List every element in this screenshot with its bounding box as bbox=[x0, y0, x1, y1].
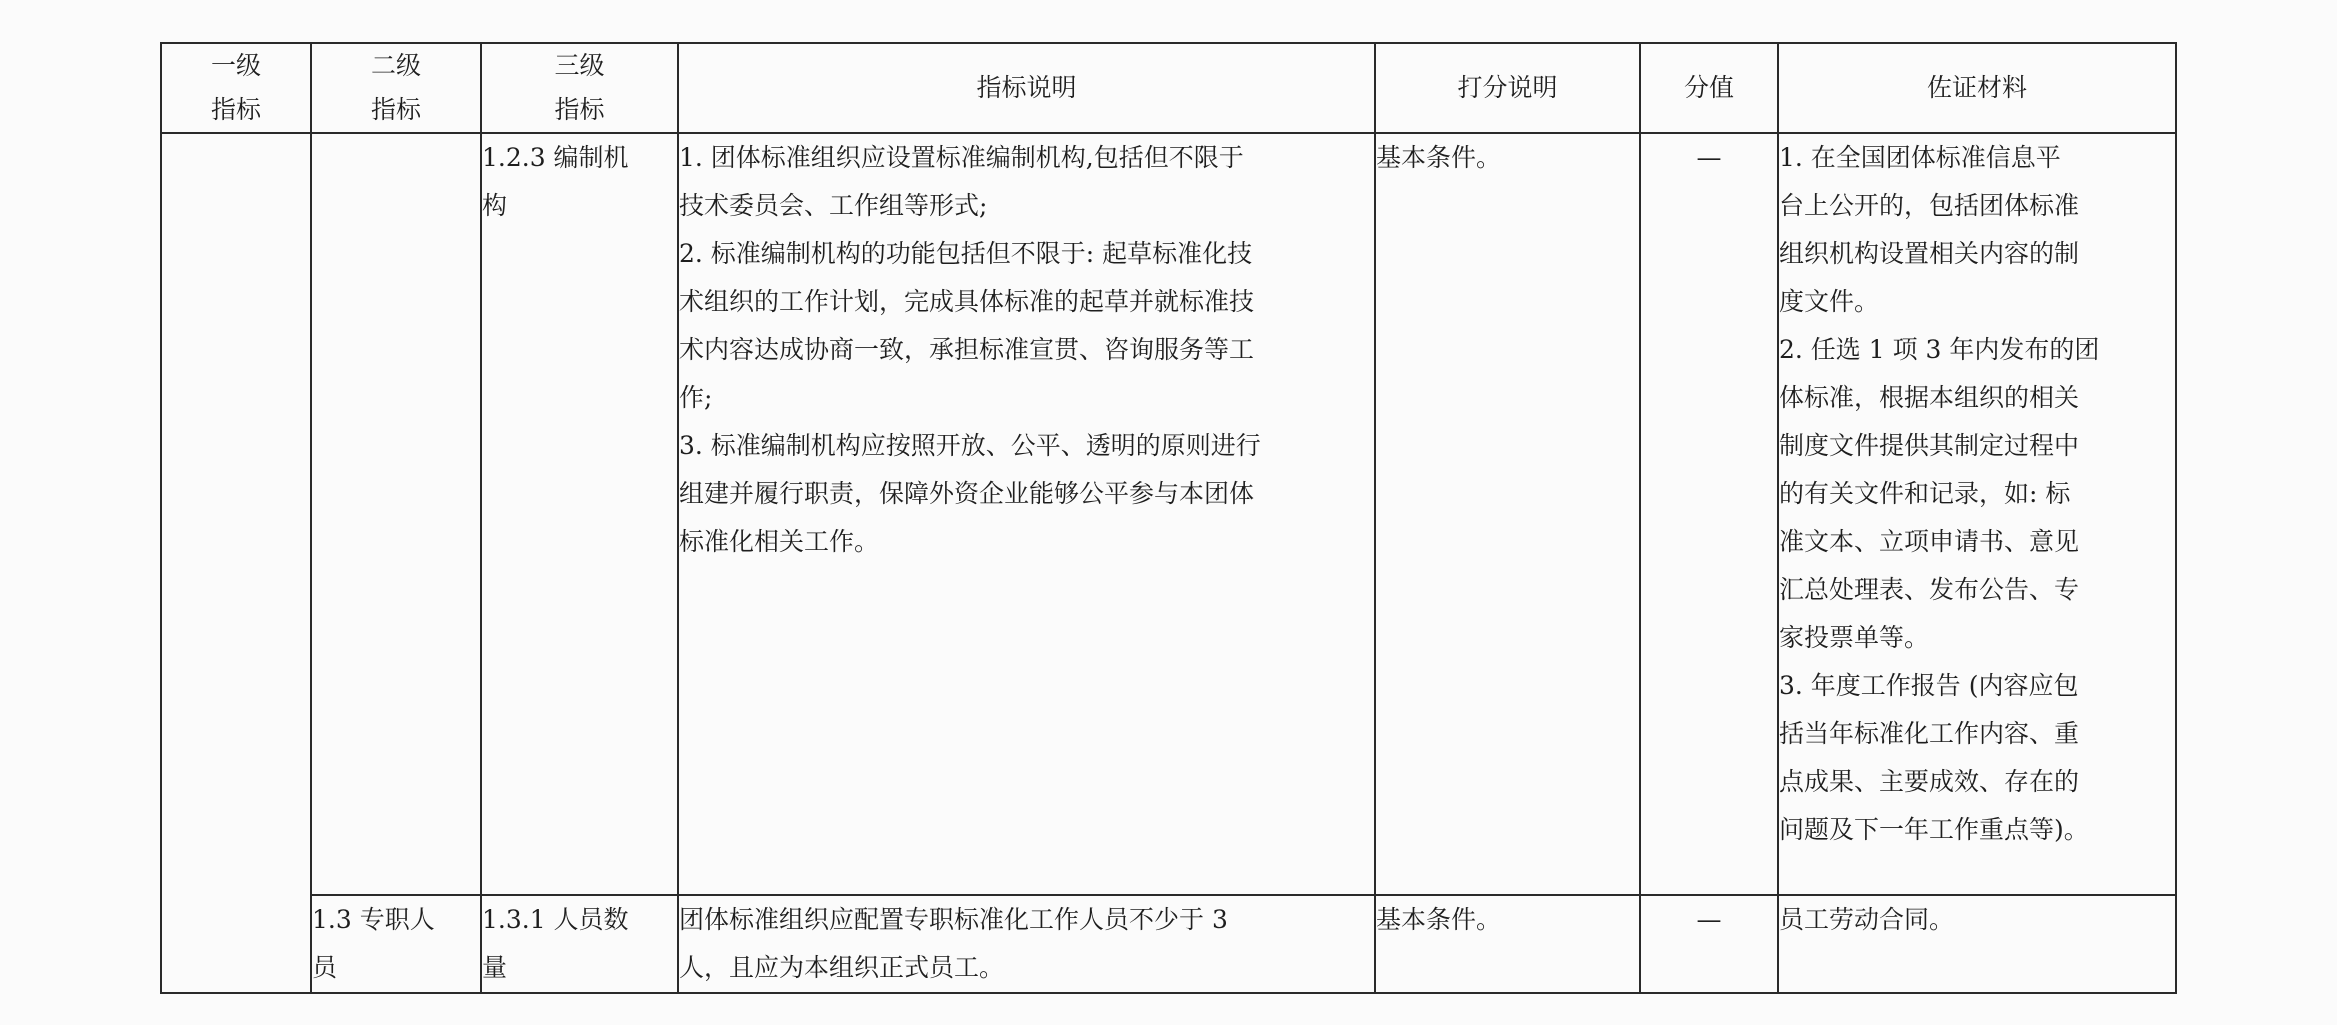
header-score: 分值 bbox=[1640, 43, 1778, 133]
cell-level3: 1.2.3 编制机 构 bbox=[481, 133, 678, 895]
cell-score: — bbox=[1640, 895, 1778, 993]
cell-description: 团体标准组织应配置专职标准化工作人员不少于 3 人，且应为本组织正式员工。 bbox=[678, 895, 1375, 993]
cell-score: — bbox=[1640, 133, 1778, 895]
cell-level3: 1.3.1 人员数 量 bbox=[481, 895, 678, 993]
table-header-row bbox=[161, 43, 2176, 133]
cell-level1 bbox=[161, 133, 311, 993]
indicator-table bbox=[160, 42, 2177, 994]
cell-scoring: 基本条件。 bbox=[1375, 895, 1640, 993]
header-level1: 一级 指标 bbox=[161, 43, 311, 133]
header-level2: 二级 指标 bbox=[311, 43, 481, 133]
cell-evidence: 1. 在全国团体标准信息平 台上公开的，包括团体标准 组织机构设置相关内容的制 度文件。 2. 任选 1 项 3 年内发布的团 体标准，根据本组织的相关 制度文件提供其制定过程中 的有关文件和记录，如: 标 准文本、立项申请书、意见 汇总处理表、发布公告、专 家投票单等。 3. 年度工作报告 (内容应包 括当年标准化工作内容、重 点成果、主要成效、存在的 问题及下一年工作重点等)。 bbox=[1778, 133, 2176, 895]
table-row bbox=[161, 133, 2176, 895]
cell-description: 1. 团体标准组织应设置标准编制机构,包括但不限于 技术委员会、工作组等形式; 2. 标准编制机构的功能包括但不限于: 起草标准化技 术组织的工作计划，完成具体标准的起草并就标准技 术内容达成协商一致，承担标准宣贯、咨询服务等工 作; 3. 标准编制机构应按照开放、公平、透明的原则进行 组建并履行职责，保障外资企业能够公平参与本团体 标准化相关工作。 bbox=[678, 133, 1375, 895]
header-description: 指标说明 bbox=[678, 43, 1375, 133]
header-evidence: 佐证材料 bbox=[1778, 43, 2176, 133]
cell-level2 bbox=[311, 133, 481, 895]
cell-evidence: 员工劳动合同。 bbox=[1778, 895, 2176, 993]
cell-level2: 1.3 专职人 员 bbox=[311, 895, 481, 993]
header-scoring: 打分说明 bbox=[1375, 43, 1640, 133]
table-row bbox=[161, 895, 2176, 993]
cell-scoring: 基本条件。 bbox=[1375, 133, 1640, 895]
header-level3: 三级 指标 bbox=[481, 43, 678, 133]
